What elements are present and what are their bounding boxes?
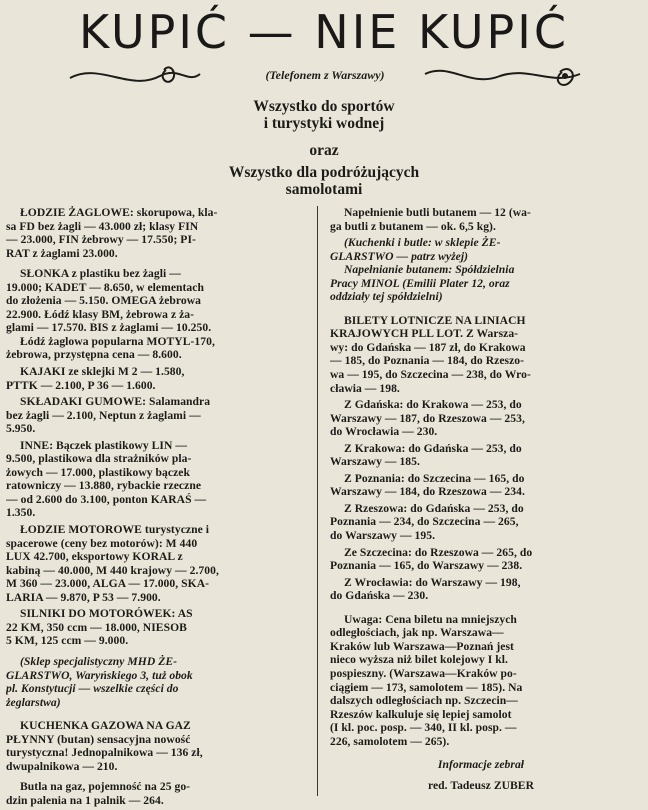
text-line: KAJAKI ze sklejki M 2 — 1.580, <box>20 365 185 379</box>
text-line: 19.000; KADET — 8.650, w elementach <box>6 280 204 294</box>
text-line: Łódź żaglowa popularna MOTYL-170, <box>20 334 215 348</box>
text-line: ŁODZIE ŻAGLOWE: skorupowa, kla- <box>20 206 218 219</box>
text-line: 9.500, plastikowa dla strażników pla- <box>6 452 192 466</box>
section-gas-bottle <box>6 780 306 807</box>
section-other <box>6 439 306 520</box>
text-line: Rzeszów kalkuluje się lepiej samolot <box>330 707 512 721</box>
text-line: glami — 17.570. BIS z żaglami — 10.250. <box>6 321 212 335</box>
byline: (Telefonem z Warszawy) <box>265 68 385 82</box>
text-line: Poznania — 165, do Warszawy — 238. <box>330 559 523 573</box>
section-folding-boats <box>6 395 306 436</box>
text-line: 5 KM, 125 ccm — 9.000. <box>6 634 129 648</box>
text-line: Uwaga: Cena biletu na mniejszych <box>344 612 517 626</box>
text-line: Z Rzeszowa: do Gdańska — 253, do <box>344 501 524 515</box>
text-line: Ze Szczecina: do Rzeszowa — 265, do <box>344 545 533 559</box>
text-line: do Warszawy — 195. <box>330 529 436 543</box>
text-line: — od 2.600 do 3.100, ponton KARAŚ — <box>6 492 207 506</box>
page-title: KUPIĆ — NIE KUPIĆ <box>79 5 569 59</box>
text-line: dwupalnikowa — 210. <box>6 759 118 773</box>
text-line: wa — 195, do Szczecina — 238, do Wro- <box>330 368 531 382</box>
text-line: dzin palenia na 1 palnik — 264. <box>6 793 164 807</box>
text-line: do Gdańska — 230. <box>330 589 429 603</box>
text-line: PTTK — 2.100, P 36 — 1.600. <box>6 378 156 392</box>
column-divider <box>317 206 318 796</box>
text-line: ciągiem — 173, samolotem — 185). Na <box>330 680 523 694</box>
section-kayaks <box>6 365 306 392</box>
text-line: sa FD bez żagli — 43.000 zł; klasy FIN <box>6 219 199 233</box>
text-line: kabiną — 40.000, M 440 krajowy — 2.700, <box>6 563 219 577</box>
text-line: — 185, do Poznania — 184, do Rzeszo- <box>330 354 525 368</box>
text-line: żowych — 17.000, plastikowy bączek <box>6 465 190 479</box>
text-line: Z Krakowa: do Gdańska — 253, do <box>344 441 522 455</box>
text-line: wy: do Gdańska — 187 zł, do Krakowa <box>330 340 526 354</box>
text-line: ga butli z butanem — ok. 6,5 kg). <box>330 219 496 233</box>
section-note <box>330 613 632 748</box>
text-line: Warszawy — 187, do Rzeszowa — 253, <box>330 411 525 425</box>
text-line: BILETY LOTNICZE NA LINIACH <box>344 313 526 327</box>
text-line: ŁODZIE MOTOROWE turystyczne i <box>20 523 209 537</box>
text-line: Butla na gaz, pojemność na 25 go- <box>20 780 191 794</box>
section-shop-note <box>6 655 306 709</box>
section-sailboats <box>6 206 306 260</box>
section-gas-stove <box>6 719 306 773</box>
subhead-connector: oraz <box>309 142 339 159</box>
text-line: KRAJOWYCH PLL LOT. Z Warsza- <box>330 327 519 341</box>
subhead-line: samolotami <box>285 181 363 198</box>
text-line: dalszych odległościach np. Szczecin— <box>330 694 518 708</box>
text-line: KUCHENKA GAZOWA NA GAZ <box>20 719 191 733</box>
text-line: żebrowa, przystępna cena — 8.600. <box>6 348 182 362</box>
text-line: 22 KM, 350 ccm — 18.000, NIESOB <box>6 620 187 634</box>
text-line: 5.950. <box>6 422 36 436</box>
text-line: — 23.000, FIN żebrowy — 17.550; PI- <box>6 233 196 247</box>
section-from-poznan <box>330 472 632 499</box>
text-line: pl. Konstytucji — wszelkie części do <box>6 682 179 696</box>
text-line: SŁONKA z plastiku bez żagli — <box>20 267 181 281</box>
text-line: oddziały tej spółdzielni) <box>330 290 443 304</box>
text-line: 226, samolotem — 265). <box>330 734 450 748</box>
text-line: cławia — 198. <box>330 381 400 395</box>
text-line: SILNIKI DO MOTORÓWEK: AS <box>20 607 193 621</box>
author-signature: red. Tadeusz ZUBER <box>427 778 535 792</box>
text-line: do Wrocławia — 230. <box>330 425 438 439</box>
text-line: (Kuchenki i butle: w sklepie ŻE- <box>344 236 501 250</box>
text-line: INNE: Bączek plastikowy LIN — <box>20 438 187 452</box>
subhead-travel <box>120 164 528 198</box>
right-column <box>330 206 632 795</box>
section-from-krakow <box>330 442 632 469</box>
text-line: Z Gdańska: do Krakowa — 253, do <box>344 398 522 412</box>
text-line: Napełnienie butli butanem — 12 (wa- <box>344 206 531 219</box>
section-from-wroclaw <box>330 576 632 603</box>
text-line: LUX 42.700, eksportowy KORAL z <box>6 550 183 564</box>
section-from-szczecin <box>330 546 632 573</box>
text-line: 1.350. <box>6 506 36 520</box>
text-line: do złożenia — 5.150. OMEGA żebrowa <box>6 294 202 308</box>
text-line: M 360 — 23.000, ALGA — 17.000, SKA- <box>6 577 210 591</box>
text-line: ratowniczy — 13.880, rybackie rzeczne <box>6 479 202 493</box>
subhead-sports <box>120 98 528 132</box>
text-line: żeglarstwa) <box>6 695 61 709</box>
section-slonka <box>6 267 306 362</box>
text-line: Kraków lub Warszawa—Poznań jest <box>330 639 514 653</box>
subhead-line: Wszystko dla podróżujących <box>228 164 420 181</box>
text-line: Warszawy — 184, do Rzeszowa — 234. <box>330 485 525 499</box>
text-line: LARIA — 9.870, P 53 — 7.900. <box>6 590 161 604</box>
text-line: turystyczna! Jednopalnikowa — 136 zł, <box>6 746 203 760</box>
text-line: spacerowe (ceny bez motorów): M 440 <box>6 536 198 550</box>
text-line: SKŁADAKI GUMOWE: Salamandra <box>20 395 211 409</box>
subhead-line: Wszystko do sportów <box>253 98 395 115</box>
text-line: 22.900. Łódź klasy BM, żebrowa z ża- <box>6 307 195 321</box>
signature-intro: Informacje zebrał <box>437 758 525 772</box>
section-stoves-note <box>330 236 632 304</box>
text-line: (I kl. poc. posp. — 340, II kl. posp. — <box>330 721 517 735</box>
left-column <box>6 206 306 810</box>
text-line: Napełnianie butanem: Spółdzielnia <box>344 263 515 277</box>
text-line: RAT z żaglami 23.000. <box>6 246 118 260</box>
text-line: odległościach, jak np. Warszawa— <box>330 626 504 640</box>
text-line: GLARSTWO, Waryńskiego 3, tuż obok <box>6 668 193 682</box>
text-line: (Sklep specjalistyczny MHD ŻE- <box>20 654 178 668</box>
section-air-tickets <box>330 314 632 395</box>
text-line: pospieszny. (Warszawa—Kraków po- <box>330 666 517 680</box>
text-line: Pracy MINOL (Emilii Plater 12, oraz <box>330 276 510 290</box>
text-line: Warszawy — 185. <box>330 455 420 469</box>
text-line: Z Poznania: do Szczecina — 165, do <box>344 471 525 485</box>
text-line: Z Wrocławia: do Warszawy — 198, <box>344 575 521 589</box>
text-line: PŁYNNY (butan) sensacyjna nowość <box>6 732 191 746</box>
text-line: GLARSTWO — patrz wyżej) <box>330 249 469 263</box>
text-line: nieco wyższa niż bilet kolejowy I kl. <box>330 653 508 667</box>
section-refill <box>330 206 632 233</box>
section-engines <box>6 607 306 648</box>
text-line: bez żagli — 2.100, Neptun z żaglami — <box>6 408 201 422</box>
text-line: Poznania — 234, do Szczecina — 265, <box>330 515 519 529</box>
section-from-rzeszow <box>330 502 632 543</box>
subhead-line: i turystyki wodnej <box>263 115 385 132</box>
section-motorboats <box>6 523 306 604</box>
section-from-gdansk <box>330 398 632 439</box>
